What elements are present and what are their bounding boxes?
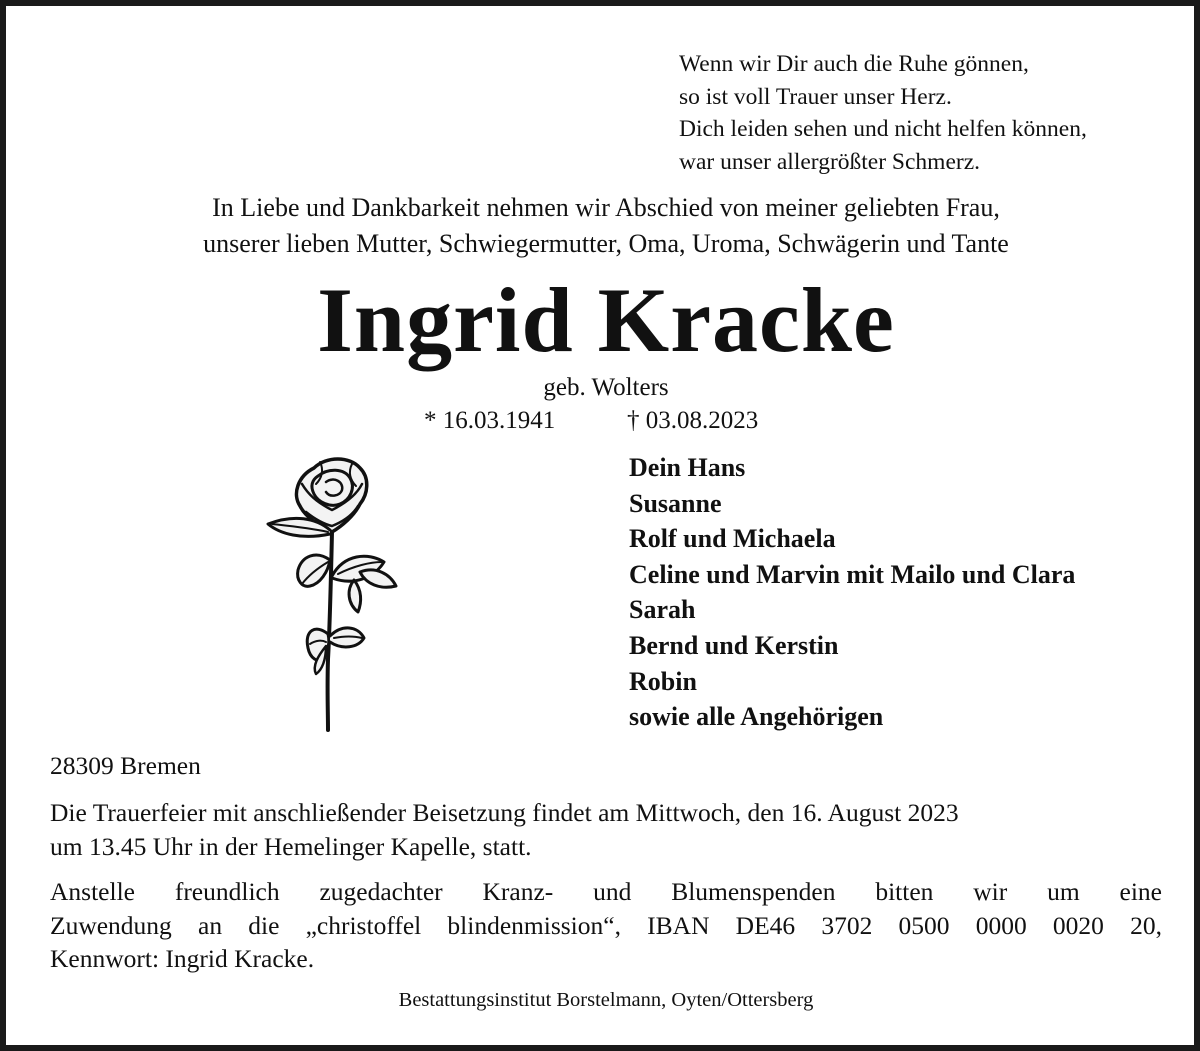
donation-line: Anstelle freundlich zugedachter Kranz- und Blumenspenden bitten wir um eine: [50, 877, 1162, 906]
mourner-item: Bernd und Kerstin: [629, 630, 839, 660]
mourner-item: Susanne: [629, 488, 722, 518]
donation-line: Kennwort: Ingrid Kracke.: [50, 944, 315, 973]
donation-request: [50, 875, 1162, 976]
mourner-item: Sarah: [629, 595, 696, 625]
mourner-item: Robin: [629, 666, 697, 696]
funeral-line: Die Trauerfeier mit anschließender Beisetzung findet am Mittwoch, den 16. August 2023: [50, 798, 959, 827]
funeral-home: Bestattungsinstitut Borstelmann, Oyten/Ottersberg: [398, 989, 814, 1011]
donation-line: Zuwendung an die „christoffel blindenmission“, IBAN DE46 3702 0500 0000 0020 20,: [50, 910, 1162, 940]
maiden-name: geb. Wolters: [543, 374, 669, 401]
poem-line: so ist voll Trauer unser Herz.: [679, 83, 952, 110]
poem-line: war unser allergrößter Schmerz.: [679, 148, 981, 175]
poem-line: Wenn wir Dir auch die Ruhe gönnen,: [679, 51, 1029, 77]
mourner-item: Rolf und Michaela: [629, 524, 836, 554]
deceased-name: Ingrid Kracke: [317, 269, 895, 371]
rose-icon: [258, 454, 404, 736]
death-date: † 03.08.2023: [627, 407, 759, 434]
poem: [679, 48, 1179, 178]
intro-line: In Liebe und Dankbarkeit nehmen wir Abschied von meiner geliebten Frau,: [212, 193, 1000, 222]
funeral-details: [50, 796, 1162, 863]
intro-text: [6, 190, 1200, 262]
funeral-line: um 13.45 Uhr in der Hemelinger Kapelle, statt.: [50, 831, 532, 861]
mourner-item: Dein Hans: [629, 453, 746, 482]
poem-line: Dich leiden sehen und nicht helfen können,: [679, 116, 1087, 142]
mourner-item: sowie alle Angehörigen: [629, 702, 884, 732]
birth-date: * 16.03.1941: [424, 407, 556, 434]
mourner-item: Celine und Marvin mit Mailo und Clara: [629, 559, 1076, 589]
intro-line: unserer lieben Mutter, Schwiegermutter, Oma, Uroma, Schwägerin und Tante: [203, 229, 1009, 258]
location: 28309 Bremen: [50, 751, 201, 780]
mourners-list: [629, 450, 1189, 735]
